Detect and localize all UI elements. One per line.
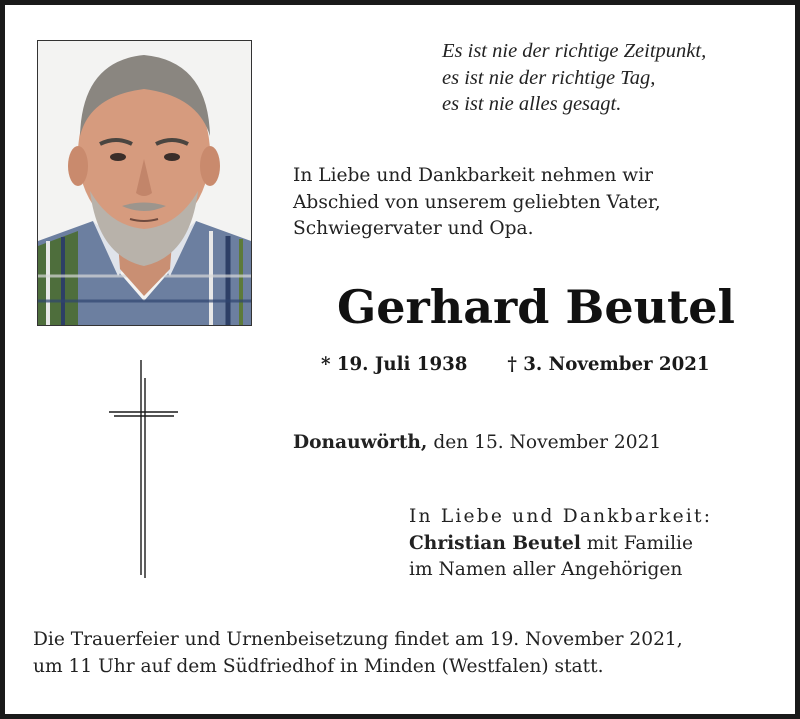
place-name: Donauwörth, [293, 432, 428, 453]
cross-icon [108, 360, 180, 584]
mourner-name: Christian Beutel [409, 532, 581, 554]
ceremony-info [33, 626, 683, 680]
birth-date: * 19. Juli 1938 [321, 354, 468, 375]
farewell-line: In Liebe und Dankbarkeit nehmen wir [293, 165, 654, 186]
poem-line: es ist nie alles gesagt. [442, 93, 622, 115]
deceased-name: Gerhard Beutel [336, 280, 736, 334]
life-dates [321, 353, 710, 377]
poem-verse [442, 38, 706, 118]
ceremony-line: Die Trauerfeier und Urnenbeisetzung findet am 19. November 2021, [33, 629, 683, 650]
signature-heading: In Liebe und Dankbarkeit: [409, 506, 713, 527]
signature-relatives: im Namen aller Angehörigen [409, 559, 683, 580]
ceremony-line: um 11 Uhr auf dem Südfriedhof in Minden (Westfalen) statt. [33, 656, 604, 677]
signature-name-line [409, 531, 712, 558]
poem-line: es ist nie der richtige Tag, [442, 66, 656, 89]
portrait-photo [37, 40, 252, 326]
signature-block [409, 504, 712, 584]
death-date: † 3. November 2021 [507, 354, 710, 375]
notice-date: den 15. November 2021 [433, 432, 662, 453]
farewell-line: Schwiegervater und Opa. [293, 218, 534, 239]
place-and-date [293, 430, 661, 456]
farewell-text [293, 163, 661, 243]
mourner-suffix: mit Familie [580, 532, 693, 554]
poem-line: Es ist nie der richtige Zeitpunkt, [442, 40, 707, 62]
farewell-line: Abschied von unserem geliebten Vater, [293, 191, 661, 213]
